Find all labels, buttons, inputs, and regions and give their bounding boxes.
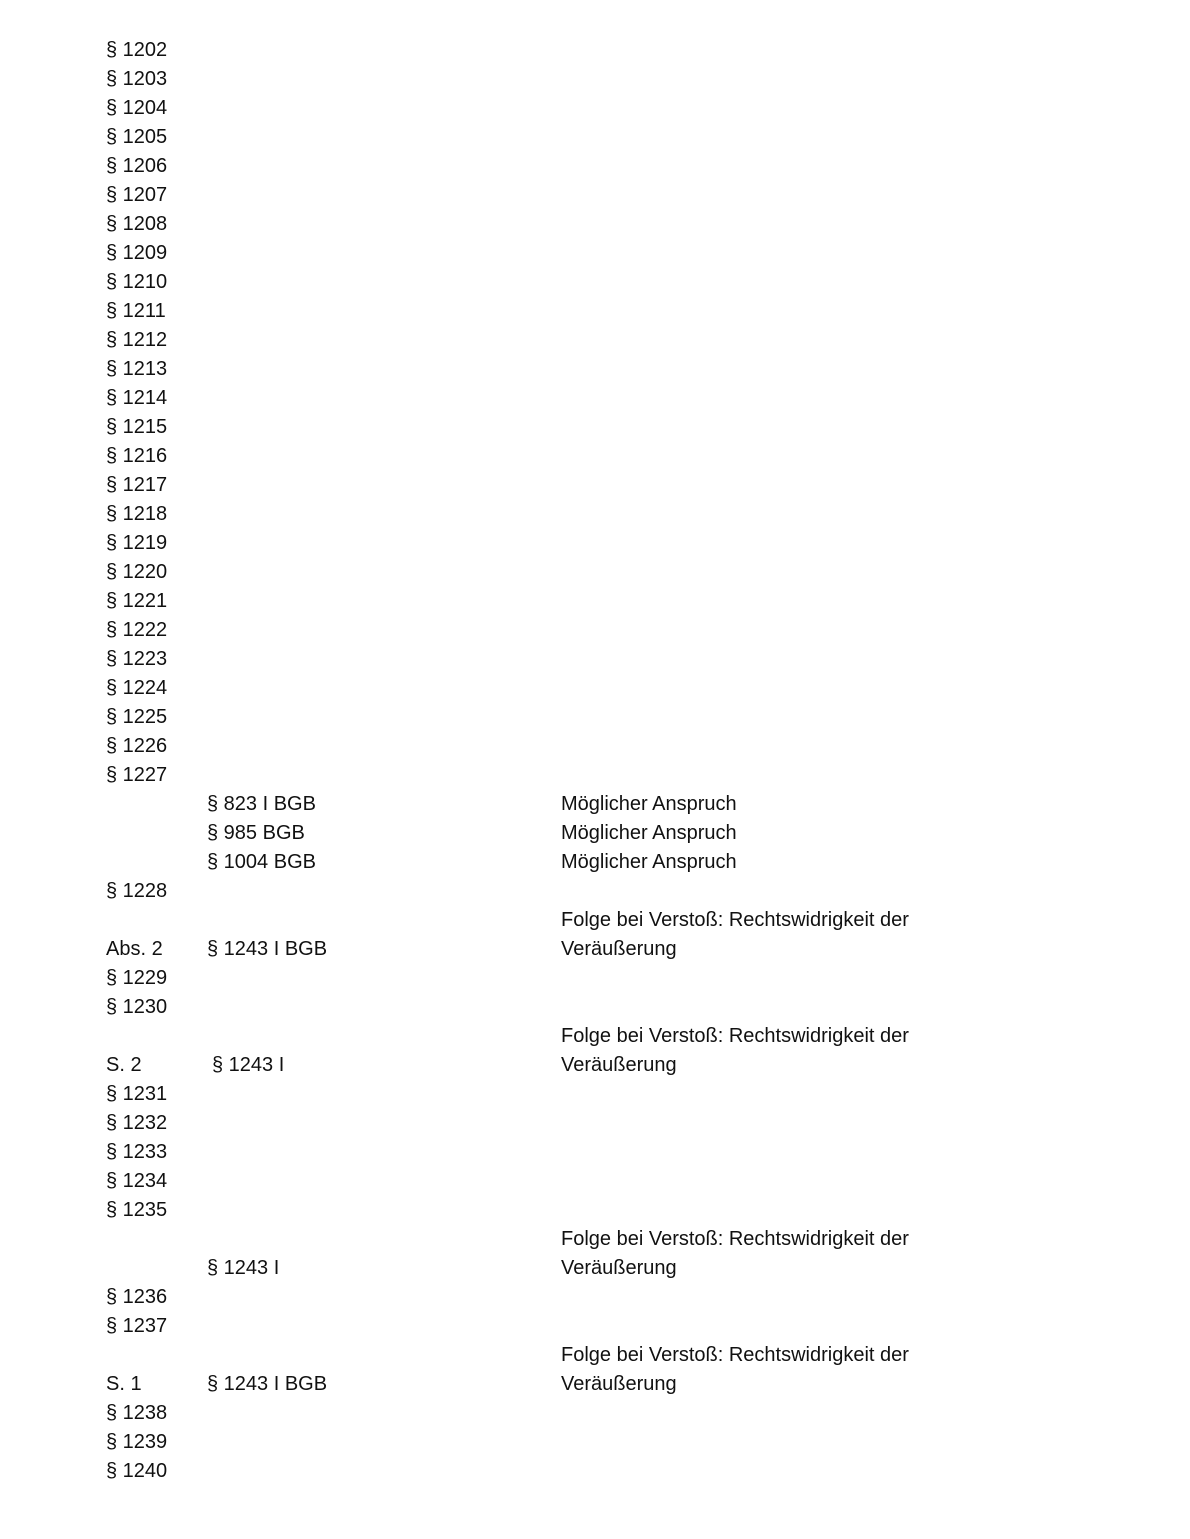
table-row [106, 674, 1106, 703]
table-row [106, 1312, 1106, 1341]
note-text: Veräußerung [561, 938, 677, 960]
table-row [106, 413, 1106, 442]
table-row [106, 152, 1106, 181]
section-number: § 1234 [106, 1170, 168, 1192]
section-number: § 1214 [106, 387, 168, 409]
table-row [106, 1457, 1106, 1486]
section-number: § 1207 [106, 184, 168, 206]
table-row [106, 558, 1106, 587]
note-text: Möglicher Anspruch [561, 851, 737, 873]
reference-norm: § 1004 BGB [207, 851, 316, 873]
note-text: Möglicher Anspruch [561, 822, 737, 844]
note-text: Folge bei Verstoß: Rechtswidrigkeit der [561, 1344, 909, 1366]
table-row [106, 848, 1106, 877]
section-number: § 1205 [106, 126, 168, 148]
reference-norm: § 1243 I BGB [207, 1373, 328, 1395]
table-row [106, 529, 1106, 558]
section-number: § 1240 [106, 1460, 168, 1482]
section-number: § 1209 [106, 242, 168, 264]
section-number: Abs. 2 [106, 938, 163, 960]
section-number: § 1221 [106, 590, 168, 612]
section-number: § 1217 [106, 474, 168, 496]
section-number: § 1237 [106, 1315, 168, 1337]
section-number: § 1227 [106, 764, 168, 786]
table-row [106, 1109, 1106, 1138]
table-row [106, 384, 1106, 413]
table-row [106, 210, 1106, 239]
reference-norm: § 823 I BGB [207, 793, 316, 815]
table-row [106, 1254, 1106, 1283]
section-number: § 1232 [106, 1112, 168, 1134]
section-number: § 1225 [106, 706, 168, 728]
section-number: § 1215 [106, 416, 168, 438]
table-row [106, 1022, 1106, 1051]
section-number: § 1219 [106, 532, 168, 554]
table-row [106, 819, 1106, 848]
section-number: § 1213 [106, 358, 168, 380]
section-number: § 1218 [106, 503, 168, 525]
table-row [106, 36, 1106, 65]
section-number: § 1212 [106, 329, 168, 351]
table-row [106, 297, 1106, 326]
table-row [106, 993, 1106, 1022]
paragraph-table [106, 36, 1106, 1486]
table-row [106, 761, 1106, 790]
section-number: § 1239 [106, 1431, 168, 1453]
table-row [106, 181, 1106, 210]
section-number: § 1208 [106, 213, 168, 235]
reference-norm: § 985 BGB [207, 822, 305, 844]
section-number: § 1229 [106, 967, 168, 989]
note-text: Veräußerung [561, 1373, 677, 1395]
section-number: § 1222 [106, 619, 168, 641]
section-number: § 1238 [106, 1402, 168, 1424]
table-row [106, 94, 1106, 123]
section-number: § 1224 [106, 677, 168, 699]
table-row [106, 326, 1106, 355]
table-row [106, 500, 1106, 529]
table-row [106, 65, 1106, 94]
table-row [106, 1138, 1106, 1167]
table-row [106, 123, 1106, 152]
section-number: § 1211 [106, 300, 166, 322]
section-number: S. 1 [106, 1373, 142, 1395]
section-number: § 1206 [106, 155, 168, 177]
table-row [106, 1167, 1106, 1196]
section-number: § 1220 [106, 561, 168, 583]
table-row [106, 1225, 1106, 1254]
note-text: Möglicher Anspruch [561, 793, 737, 815]
note-text: Folge bei Verstoß: Rechtswidrigkeit der [561, 909, 909, 931]
section-number: § 1223 [106, 648, 168, 670]
table-row [106, 442, 1106, 471]
table-row [106, 239, 1106, 268]
table-row [106, 1399, 1106, 1428]
table-row [106, 471, 1106, 500]
table-row [106, 906, 1106, 935]
table-row [106, 1051, 1106, 1080]
section-number: § 1228 [106, 880, 168, 902]
note-text: Veräußerung [561, 1257, 677, 1279]
section-number: § 1210 [106, 271, 168, 293]
note-text: Folge bei Verstoß: Rechtswidrigkeit der [561, 1228, 909, 1250]
table-row [106, 790, 1106, 819]
note-text: Veräußerung [561, 1054, 677, 1076]
section-number: § 1230 [106, 996, 168, 1018]
table-row [106, 732, 1106, 761]
section-number: § 1235 [106, 1199, 168, 1221]
table-row [106, 1283, 1106, 1312]
section-number: § 1233 [106, 1141, 168, 1163]
table-row [106, 616, 1106, 645]
table-row [106, 645, 1106, 674]
reference-norm: § 1243 I [207, 1257, 280, 1279]
section-number: § 1216 [106, 445, 168, 467]
table-row [106, 1080, 1106, 1109]
table-row [106, 355, 1106, 384]
table-row [106, 877, 1106, 906]
table-row [106, 1370, 1106, 1399]
section-number: § 1203 [106, 68, 168, 90]
section-number: § 1202 [106, 39, 168, 61]
table-row [106, 268, 1106, 297]
section-number: § 1226 [106, 735, 168, 757]
table-row [106, 964, 1106, 993]
table-row [106, 1428, 1106, 1457]
section-number: § 1236 [106, 1286, 168, 1308]
table-row [106, 1196, 1106, 1225]
section-number: S. 2 [106, 1054, 142, 1076]
table-row [106, 703, 1106, 732]
table-row [106, 587, 1106, 616]
reference-norm: § 1243 I [212, 1054, 285, 1076]
section-number: § 1231 [106, 1083, 168, 1105]
section-number: § 1204 [106, 97, 168, 119]
note-text: Folge bei Verstoß: Rechtswidrigkeit der [561, 1025, 909, 1047]
reference-norm: § 1243 I BGB [207, 938, 328, 960]
table-row [106, 935, 1106, 964]
table-row [106, 1341, 1106, 1370]
